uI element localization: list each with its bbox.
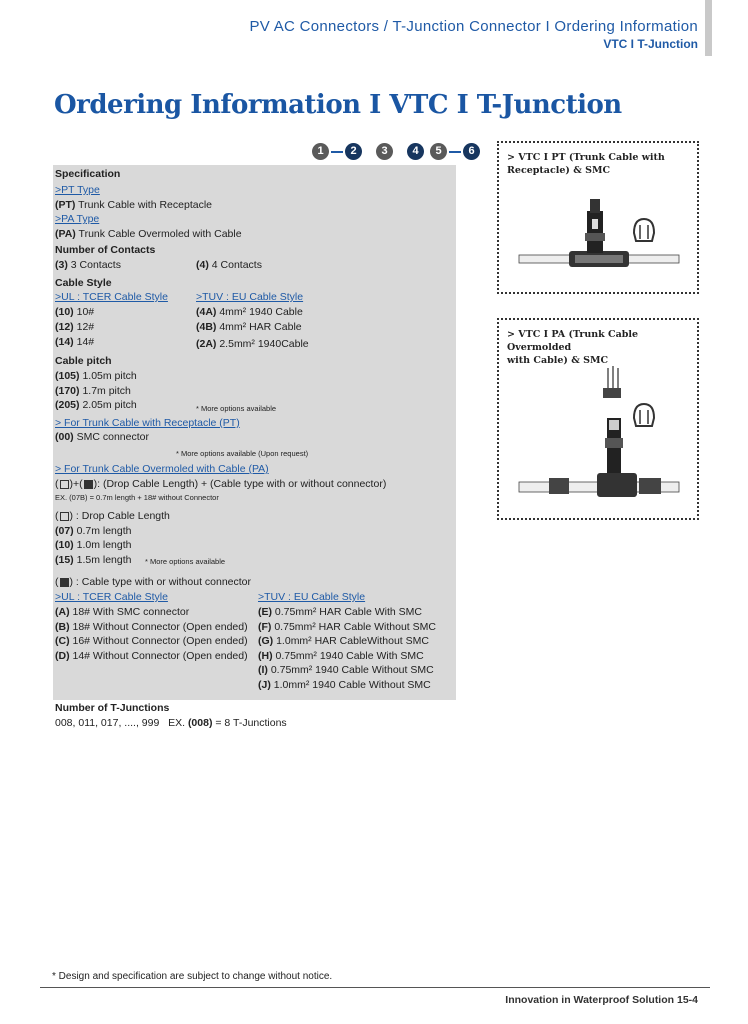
contacts-heading: Number of Contacts <box>55 244 156 256</box>
contacts-3: (3) 3 Contacts <box>55 259 121 271</box>
drop-15: (15) 1.5m length <box>55 554 132 566</box>
cable-type-a: (A) 18# With SMC connector <box>55 606 190 618</box>
receptacle-00: (00) SMC connector <box>55 431 149 443</box>
footer-note: * Design and specification are subject to change without notice. <box>52 971 333 982</box>
tjunctions-values: 008, 011, 017, ...., 999 EX. (008) = 8 T-Junctions <box>55 717 287 729</box>
header-title: PV AC Connectors / T-Junction Connector I Ordering Information <box>249 18 698 35</box>
drop-length-box-icon <box>60 512 69 521</box>
overmoled-formula: ( )+( ): (Drop Cable Length) + (Cable type with or without connector) <box>55 478 387 490</box>
overmoled-example: EX. (07B) = 0.7m length + 18# without Connector <box>55 493 219 502</box>
cable-type-c: (C) 16# Without Connector (Open ended) <box>55 635 248 647</box>
cable-style-heading: Cable Style <box>55 277 112 289</box>
contacts-4: (4) 4 Contacts <box>196 259 262 271</box>
cable-type-box-icon <box>60 578 69 587</box>
cable-type-i: (I) 0.75mm² 1940 Cable Without SMC <box>258 664 434 676</box>
cable-type-ul: >UL : TCER Cable Style <box>55 591 168 603</box>
drop-length-box-icon <box>60 480 69 489</box>
code-dash-1 <box>331 151 343 153</box>
pitch-note: * More options available <box>196 404 277 413</box>
header-subtitle: VTC I T-Junction <box>603 37 698 51</box>
code-marker-3: 3 <box>376 143 393 160</box>
pa-connector-illustration <box>509 358 689 508</box>
product-box-pt <box>497 141 699 294</box>
footer-divider <box>40 987 710 988</box>
pt-row: (PT) Trunk Cable with Receptacle <box>55 199 212 211</box>
cable-style-2a: (2A) 2.5mm² 1940Cable <box>196 338 309 350</box>
pa-type-label: >PA Type <box>55 213 100 225</box>
cable-type-label: ( ) : Cable type with or without connector <box>55 576 252 588</box>
footer-text: Innovation in Waterproof Solution 15-4 <box>505 994 698 1006</box>
box-pa-title-1: > VTC I PA (Trunk Cable Overmolded <box>507 329 639 353</box>
cable-style-14: (14) 14# <box>55 336 95 348</box>
header-bar <box>705 0 712 56</box>
pitch-heading: Cable pitch <box>55 355 112 367</box>
cable-type-f: (F) 0.75mm² HAR Cable Without SMC <box>258 621 436 633</box>
cable-type-b: (B) 18# Without Connector (Open ended) <box>55 621 248 633</box>
box-pt-title-2: Receptacle) & SMC <box>507 165 611 176</box>
code-marker-6: 6 <box>463 143 480 160</box>
cable-type-box-icon <box>84 480 93 489</box>
pt-type-label: >PT Type <box>55 184 100 196</box>
overmoled-heading: > For Trunk Cable Overmoled with Cable (PA) <box>55 463 269 475</box>
code-marker-1: 1 <box>312 143 329 160</box>
code-marker-4: 4 <box>407 143 424 160</box>
cable-type-e: (E) 0.75mm² HAR Cable With SMC <box>258 606 422 618</box>
cable-type-d: (D) 14# Without Connector (Open ended) <box>55 650 248 662</box>
page-title: Ordering Information I VTC I T-Junction <box>54 90 622 120</box>
cable-style-10: (10) 10# <box>55 306 95 318</box>
pitch-170: (170) 1.7m pitch <box>55 385 131 397</box>
cable-style-tuv: >TUV : EU Cable Style <box>196 291 304 303</box>
drop-10: (10) 1.0m length <box>55 539 132 551</box>
cable-style-12: (12) 12# <box>55 321 95 333</box>
cable-style-4b: (4B) 4mm² HAR Cable <box>196 321 302 333</box>
product-box-pa <box>497 318 699 520</box>
cable-style-ul: >UL : TCER Cable Style <box>55 291 168 303</box>
pitch-105: (105) 1.05m pitch <box>55 370 137 382</box>
drop-length-label: ( ) : Drop Cable Length <box>55 510 170 522</box>
tjunctions-heading: Number of T-Junctions <box>55 702 170 714</box>
pa-row: (PA) Trunk Cable Overmoled with Cable <box>55 228 242 240</box>
drop-07: (07) 0.7m length <box>55 525 132 537</box>
cable-style-4a: (4A) 4mm² 1940 Cable <box>196 306 303 318</box>
code-dash-2 <box>449 151 461 153</box>
drop-note: * More options available <box>145 557 226 566</box>
box-pt-title-1: > VTC I PT (Trunk Cable with <box>507 152 665 163</box>
pt-connector-illustration <box>509 193 689 283</box>
receptacle-heading: > For Trunk Cable with Receptacle (PT) <box>55 417 240 429</box>
cable-type-j: (J) 1.0mm² 1940 Cable Without SMC <box>258 679 431 691</box>
cable-type-tuv: >TUV : EU Cable Style <box>258 591 366 603</box>
code-marker-5: 5 <box>430 143 447 160</box>
box-pa-title-2: with Cable) & SMC <box>507 355 609 366</box>
cable-type-h: (H) 0.75mm² 1940 Cable With SMC <box>258 650 424 662</box>
cable-type-g: (G) 1.0mm² HAR CableWithout SMC <box>258 635 429 647</box>
code-marker-2: 2 <box>345 143 362 160</box>
spec-heading: Specification <box>55 168 121 180</box>
pitch-205: (205) 2.05m pitch <box>55 399 137 411</box>
receptacle-note: * More options available (Upon request) <box>176 449 309 458</box>
